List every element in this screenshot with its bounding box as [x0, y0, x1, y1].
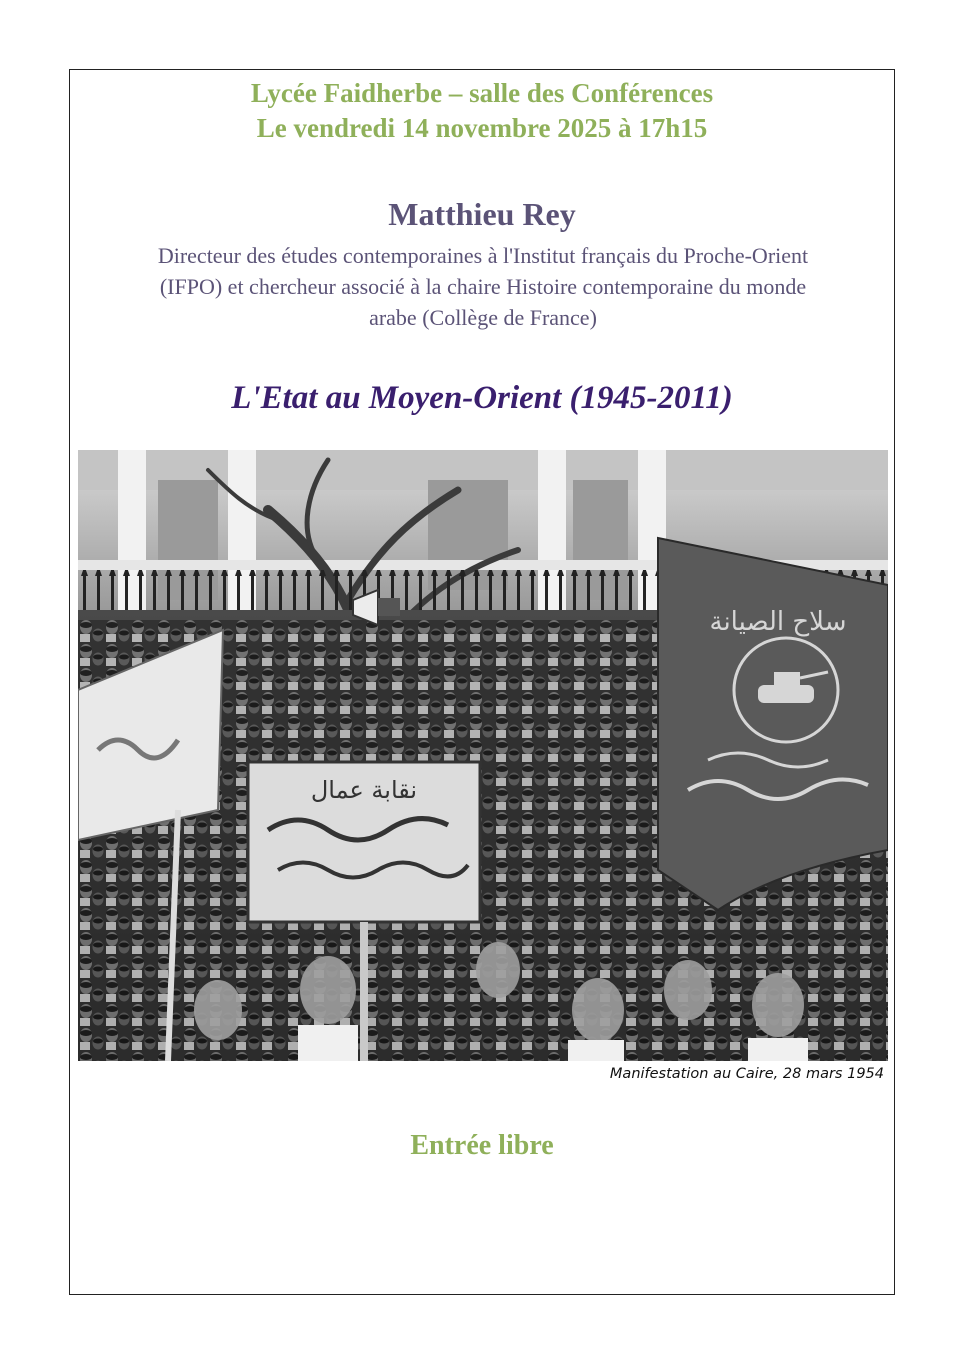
sign-text: نقابة عمال: [310, 776, 418, 804]
speaker-bio-line-2: (IFPO) et chercheur associé à la chaire Histoire contemporaine du monde: [159, 274, 807, 299]
speaker-bio-line-1: Directeur des études contemporaines à l'Institut français du Proche-Orient: [157, 243, 809, 268]
photo-caption: Manifestation au Caire, 28 mars 1954: [609, 1066, 884, 1082]
speaker-bio-line-3: arabe (Collège de France): [369, 305, 597, 330]
speaker-name: Matthieu Rey: [388, 196, 576, 232]
poster-frame: [69, 69, 895, 1295]
talk-title: L'Etat au Moyen-Orient (1945-2011): [231, 380, 733, 416]
venue-line-1: Lycée Faidherbe – salle des Conférences: [250, 78, 714, 108]
protest-photo: [78, 450, 888, 1061]
banner-text: سلاح الصيانة: [709, 607, 847, 637]
venue-line-2: Le vendredi 14 novembre 2025 à 17h15: [256, 113, 708, 143]
entry-notice: Entrée libre: [410, 1130, 554, 1161]
